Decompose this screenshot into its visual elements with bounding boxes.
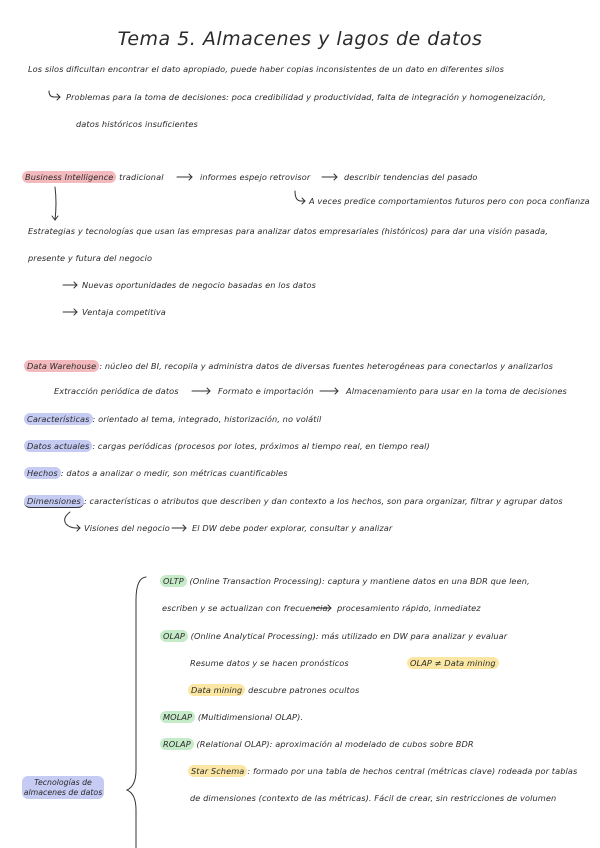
star-term: Star Schema <box>188 765 247 777</box>
rolap-line: ROLAP (Relational OLAP): aproximación al modelado de cubos sobre BDR <box>160 740 474 748</box>
intro-line: Los silos dificultan encontrar el dato apropiado, puede haber copias inconsistentes de un dato en diferentes silos <box>28 64 505 74</box>
molap-term: MOLAP <box>160 711 195 723</box>
bi-advantage: Ventaja competitiva <box>82 307 166 317</box>
dw-line <box>24 362 553 370</box>
olap-summary: Resume datos y se hacen pronósticos <box>190 658 349 668</box>
bi-strategies-cont: presente y futura del negocio <box>28 253 153 263</box>
oltp-line: OLTP (Online Transaction Processing): captura y mantiene datos en una BDR que leen, <box>160 577 530 585</box>
dw-views: Visiones del negocio <box>84 523 170 533</box>
bi-term: Business Intelligence <box>22 171 116 183</box>
dw-term: Data Warehouse <box>24 360 99 372</box>
problems-line: Problemas para la toma de decisiones: poca credibilidad y productividad, falta de integración y homogeneización, <box>66 92 546 102</box>
oltp-term: OLTP <box>160 575 187 587</box>
updates-term: Datos actuales <box>24 440 92 452</box>
olap-term: OLAP <box>160 630 188 642</box>
dw-flow-2: Formato e importación <box>218 386 314 396</box>
bi-strategies: Estrategias y tecnologías que usan las empresas para analizar datos empresariales (históricos) para dar una visión pasada, <box>28 226 548 236</box>
dw-flow-3: Almacenamiento para usar en la toma de decisiones <box>346 386 567 396</box>
problems-cont: datos históricos insuficientes <box>76 119 198 129</box>
down-arrow-bi <box>55 187 56 220</box>
dw-definition: : núcleo del BI, recopila y administra datos de diversas fuentes heterogéneas para conectarlos y analizarlos <box>99 361 554 371</box>
bi-line <box>22 173 164 181</box>
bi-opportunities: Nuevas oportunidades de negocio basadas en los datos <box>82 280 316 290</box>
star-line: Star Schema : formado por una tabla de hechos central (métricas clave) rodeada por tablas <box>188 767 577 775</box>
dw-updates: Datos actuales : cargas periódicas (procesos por lotes, próximos al tiempo real, en tiempo real) <box>24 442 430 450</box>
molap-line: MOLAP (Multidimensional OLAP). <box>160 713 303 721</box>
facts-term: Hechos <box>24 467 61 479</box>
bi-reports: informes espejo retrovisor <box>200 172 311 182</box>
star-cont: de dimensiones (contexto de las métricas). Fácil de crear, sin restricciones de volumen <box>190 793 557 803</box>
hook-arrow-problems <box>49 91 60 97</box>
dw-characteristics: Características : orientado al tema, integrado, historización, no volátil <box>24 415 321 423</box>
bi-traditional: tradicional <box>119 172 164 182</box>
olap-line: OLAP (Online Analytical Processing): más utilizado en DW para analizar y evaluar <box>160 632 507 640</box>
rolap-term: ROLAP <box>160 738 194 750</box>
dm-line: Data mining descubre patrones ocultos <box>188 686 359 694</box>
oltp-cont: escriben y se actualizan con frecuencia <box>162 603 328 613</box>
bi-predict: A veces predice comportamientos futuros pero con poca confianza <box>309 196 590 206</box>
tech-brace <box>127 577 146 848</box>
characteristics-term: Características <box>24 413 93 425</box>
oltp-result: procesamiento rápido, inmediatez <box>337 603 481 613</box>
dw-flow-1: Extracción periódica de datos <box>54 386 179 396</box>
dimensions-term: Dimensiones <box>24 495 84 508</box>
page-title: Tema 5. Almacenes y lagos de datos <box>117 28 483 50</box>
bi-describe: describir tendencias del pasado <box>344 172 478 182</box>
dm-term: Data mining <box>188 684 245 696</box>
tech-side-label: Tecnologías de almacenes de datos <box>22 776 104 799</box>
dw-explore: El DW debe poder explorar, consultar y analizar <box>192 523 393 533</box>
olap-neq: OLAP ≠ Data mining <box>407 659 499 667</box>
dw-dimensions: Dimensiones : características o atributos que describen y dan contexto a los hechos, son para organizar, filtrar y agrupar datos <box>24 497 563 505</box>
dw-facts: Hechos : datos a analizar o medir, son métricas cuantificables <box>24 469 288 477</box>
